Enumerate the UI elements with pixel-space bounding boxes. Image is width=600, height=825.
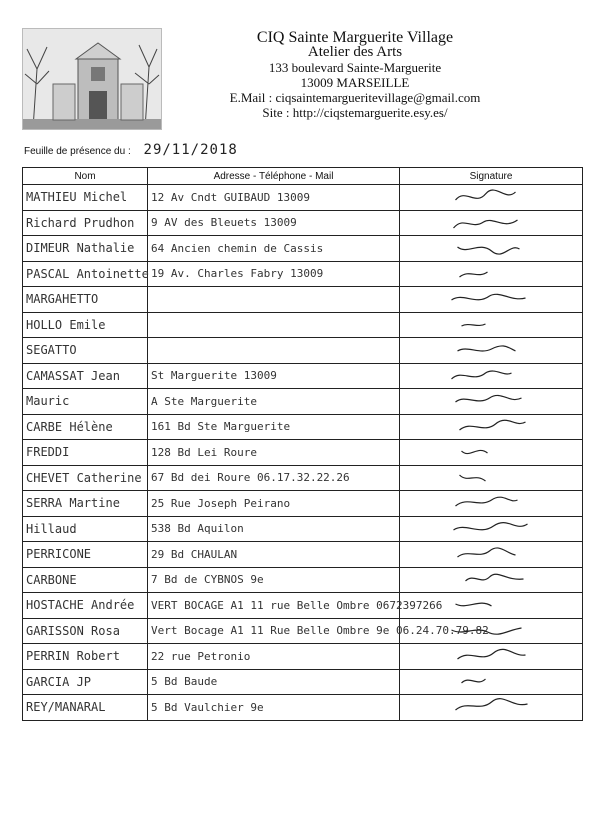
signature-scribble — [403, 237, 578, 259]
table-row — [23, 210, 583, 236]
signature-scribble — [403, 441, 578, 463]
address-cell: 538 Bd Aquilon — [148, 516, 400, 542]
table-row — [23, 593, 583, 619]
signature-cell — [400, 491, 583, 517]
signature-scribble — [403, 263, 578, 285]
table-row — [23, 516, 583, 542]
signature-scribble — [403, 314, 578, 336]
building-photo — [22, 28, 162, 130]
name-cell: GARCIA JP — [23, 669, 148, 695]
name-cell: REY/MANARAL — [23, 695, 148, 721]
table-row — [23, 261, 583, 287]
name-cell: CARBE Hélène — [23, 414, 148, 440]
name-cell: SEGATTO — [23, 338, 148, 364]
signature-cell — [400, 695, 583, 721]
signature-cell — [400, 363, 583, 389]
address-cell — [148, 312, 400, 338]
name-cell: Mauric — [23, 389, 148, 415]
signature-cell — [400, 261, 583, 287]
name-cell: SERRA Martine — [23, 491, 148, 517]
letterhead — [190, 30, 520, 120]
name-cell: Hillaud — [23, 516, 148, 542]
table-row — [23, 465, 583, 491]
signature-scribble — [403, 390, 578, 412]
column-header-adresse: Adresse - Téléphone - Mail — [148, 168, 400, 185]
column-header-nom: Nom — [23, 168, 148, 185]
name-cell: HOSTACHE Andrée — [23, 593, 148, 619]
table-header-row — [23, 168, 583, 185]
table-row — [23, 363, 583, 389]
table-row — [23, 414, 583, 440]
address-cell: VERT BOCAGE A1 11 rue Belle Ombre 0672397266 — [148, 593, 400, 619]
signature-scribble — [403, 671, 578, 693]
name-cell: FREDDI — [23, 440, 148, 466]
name-cell: PERRICONE — [23, 542, 148, 568]
address-cell: 161 Bd Ste Marguerite — [148, 414, 400, 440]
signature-scribble — [403, 569, 578, 591]
table-row — [23, 338, 583, 364]
name-cell: CHEVET Catherine — [23, 465, 148, 491]
table-row — [23, 669, 583, 695]
address-cell: St Marguerite 13009 — [148, 363, 400, 389]
signature-cell — [400, 542, 583, 568]
signature-cell — [400, 287, 583, 313]
signature-scribble — [403, 492, 578, 514]
table-row — [23, 618, 583, 644]
signature-scribble — [403, 696, 578, 718]
attendance-table — [22, 167, 583, 721]
table-row — [23, 695, 583, 721]
signature-scribble — [403, 518, 578, 540]
name-cell: MARGAHETTO — [23, 287, 148, 313]
table-row — [23, 185, 583, 211]
address-cell: 19 Av. Charles Fabry 13009 — [148, 261, 400, 287]
address-cell: 7 Bd de CYBNOS 9e — [148, 567, 400, 593]
address-cell: 12 Av Cndt GUIBAUD 13009 — [148, 185, 400, 211]
table-row — [23, 236, 583, 262]
signature-cell — [400, 669, 583, 695]
org-email: E.Mail : ciqsaintemargueritevillage@gmail.com — [229, 90, 481, 105]
org-name: CIQ Sainte Marguerite Village — [256, 29, 454, 46]
name-cell: CARBONE — [23, 567, 148, 593]
name-cell: PERRIN Robert — [23, 644, 148, 670]
address-cell — [148, 287, 400, 313]
name-cell: PASCAL Antoinette — [23, 261, 148, 287]
org-subtitle: Atelier des Arts — [307, 44, 403, 60]
signature-scribble — [403, 416, 578, 438]
name-cell: Richard Prudhon — [23, 210, 148, 236]
signature-cell — [400, 414, 583, 440]
handwritten-date: 29/11/2018 — [143, 142, 238, 158]
signature-scribble — [403, 543, 578, 565]
attendance-rows — [23, 185, 583, 721]
address-cell: 128 Bd Lei Roure — [148, 440, 400, 466]
name-cell: CAMASSAT Jean — [23, 363, 148, 389]
address-cell — [148, 338, 400, 364]
address-cell: 5 Bd Vaulchier 9e — [148, 695, 400, 721]
org-city: 13009 MARSEILLE — [300, 75, 410, 90]
table-row — [23, 542, 583, 568]
table-row — [23, 312, 583, 338]
signature-scribble — [403, 212, 578, 234]
date-label: Feuille de présence du : — [24, 146, 131, 157]
address-cell: 67 Bd dei Roure 06.17.32.22.26 — [148, 465, 400, 491]
signature-cell — [400, 465, 583, 491]
table-row — [23, 644, 583, 670]
address-cell: 22 rue Petronio — [148, 644, 400, 670]
signature-cell — [400, 236, 583, 262]
org-website: Site : http://ciqstemarguerite.esy.es/ — [262, 105, 448, 120]
address-cell: Vert Bocage A1 11 Rue Belle Ombre 9e 06.24.70.79.82 — [148, 618, 400, 644]
signature-cell — [400, 338, 583, 364]
signature-cell — [400, 185, 583, 211]
address-cell: 25 Rue Joseph Peirano — [148, 491, 400, 517]
attendance-date-row — [24, 142, 238, 158]
signature-cell — [400, 389, 583, 415]
address-cell: 64 Ancien chemin de Cassis — [148, 236, 400, 262]
address-cell: 29 Bd CHAULAN — [148, 542, 400, 568]
name-cell: GARISSON Rosa — [23, 618, 148, 644]
signature-cell — [400, 516, 583, 542]
signature-scribble — [403, 594, 578, 616]
signature-scribble — [403, 620, 578, 642]
signature-cell — [400, 593, 583, 619]
signature-cell — [400, 567, 583, 593]
address-cell: 5 Bd Baude — [148, 669, 400, 695]
column-header-signature: Signature — [400, 168, 583, 185]
signature-scribble — [403, 288, 578, 310]
org-street: 133 boulevard Sainte-Marguerite — [268, 60, 442, 75]
table-row — [23, 440, 583, 466]
signature-scribble — [403, 365, 578, 387]
signature-scribble — [403, 467, 578, 489]
signature-cell — [400, 618, 583, 644]
signature-cell — [400, 440, 583, 466]
signature-scribble — [403, 339, 578, 361]
table-row — [23, 491, 583, 517]
signature-scribble — [403, 645, 578, 667]
address-cell: A Ste Marguerite — [148, 389, 400, 415]
table-row — [23, 567, 583, 593]
signature-scribble — [403, 186, 578, 208]
address-cell: 9 AV des Bleuets 13009 — [148, 210, 400, 236]
signature-cell — [400, 312, 583, 338]
signature-cell — [400, 210, 583, 236]
name-cell: HOLLO Emile — [23, 312, 148, 338]
table-row — [23, 389, 583, 415]
table-row — [23, 287, 583, 313]
signature-cell — [400, 644, 583, 670]
name-cell: DIMEUR Nathalie — [23, 236, 148, 262]
name-cell: MATHIEU Michel — [23, 185, 148, 211]
